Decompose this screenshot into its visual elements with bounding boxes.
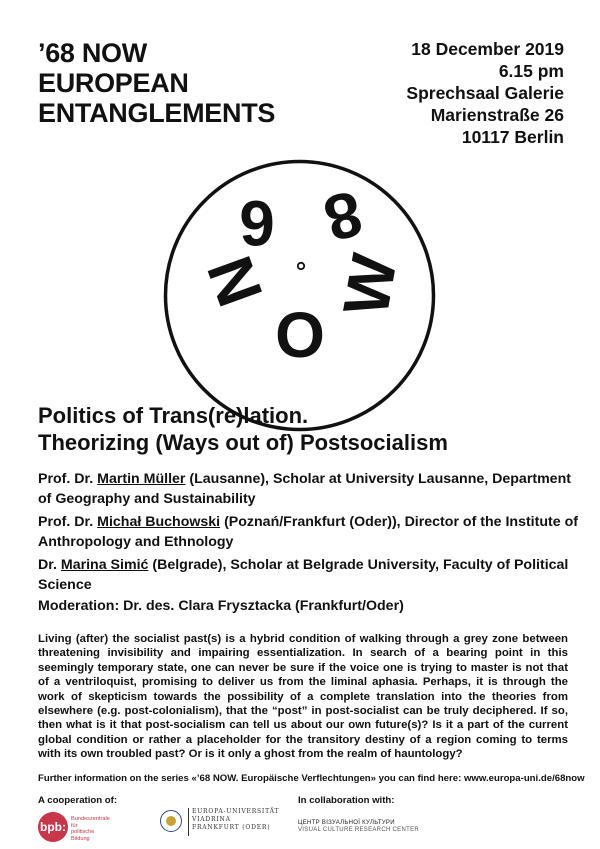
logo-glyph-w: W <box>329 249 411 322</box>
speaker-affiliation: (Belgrade), Scholar at Belgrade University, Faculty of Political Science <box>38 557 569 593</box>
logo-center-dot <box>298 263 304 269</box>
series-title-line-2: EUROPEAN <box>38 68 189 98</box>
series-title <box>38 38 338 128</box>
speaker-title: Prof. Dr. <box>38 471 98 487</box>
cooperation-label: A cooperation of: <box>38 795 118 806</box>
logo-glyph-6: 6 <box>239 187 275 260</box>
further-info: Further information on the series «’68 NOW. Europäische Verflechtungen» you can find here: www.europa-uni.de/68now <box>38 773 585 784</box>
talk-title <box>38 402 568 456</box>
abstract-text: Living (after) the socialist past(s) is a hybrid condition of walking through a grey zone between threatening invisibility and impairing essentialization. In search of a bearing point in this seemingly temporary state, one can never be sure if the voice one is trying to master is not that of a ventriloquist, promising to deliver us from the liminal aphasia. Perhaps, it is through the work of skepticism towards the possibility of a complete translation into the theories from elsewhere (e.g. post-colonialism), that the “post” in post-socialist can be truly deciphered. If so, then what is it that post-socialism can tell us about our own future(s)? Is it a part of the current global condition or rather a placeholder for the transitory destiny of a region coming to terms with its own troubled past? Or is it only a ghost from the realm of hauntology? <box>38 633 568 761</box>
speaker-item <box>38 556 578 595</box>
viadrina-logo <box>160 808 300 844</box>
event-street: Marienstraße 26 <box>430 105 564 125</box>
speaker-item <box>38 513 578 552</box>
logo-glyph-n: N <box>193 247 277 316</box>
bpb-mark: bpb: <box>38 812 68 842</box>
speaker-affiliation: (Lausanne), Scholar at University Lausanne, Department of Geography and Sustainability <box>38 471 571 507</box>
event-venue: Sprechsaal Galerie <box>406 83 564 103</box>
viadrina-text-line-1: EUROPA-UNIVERSITÄT <box>192 808 280 815</box>
series-title-line-1: ’68 NOW <box>38 38 147 68</box>
vcrc-text-line-1: ЦЕНТР ВІЗУАЛЬНОЇ КУЛЬТУРИ <box>298 820 395 826</box>
event-info <box>406 38 564 148</box>
logo-glyph-o: O <box>275 298 325 371</box>
bpb-text-line-1: Bundeszentrale für <box>71 816 110 829</box>
speaker-name: Michał Buchowski <box>97 514 221 530</box>
talk-title-line-1: Politics of Trans(re)lation. <box>38 403 309 428</box>
viadrina-divider <box>188 808 189 836</box>
speaker-list <box>38 470 578 599</box>
bpb-text <box>71 816 110 842</box>
bpb-text-line-2: politische Bildung <box>71 829 95 842</box>
speaker-name: Martin Müller <box>97 471 186 487</box>
vcrc-text-line-2: VISUAL CULTURE RESEARCH CENTER <box>298 827 420 833</box>
logo-glyph-8: 8 <box>316 176 370 256</box>
viadrina-text <box>192 808 279 832</box>
moderation-line: Moderation: Dr. des. Clara Frysztacka (Frankfurt/Oder) <box>38 598 404 614</box>
university-seal-icon <box>160 810 182 832</box>
talk-title-line-2: Theorizing (Ways out of) Postsocialism <box>38 430 448 455</box>
event-date: 18 December 2019 <box>411 39 564 59</box>
speaker-title: Dr. <box>38 557 61 573</box>
speaker-affiliation: (Poznań/Frankfurt (Oder)), Director of the Institute of Anthropology and Ethnology <box>38 514 578 550</box>
viadrina-text-line-3: FRANKFURT (ODER) <box>192 824 271 831</box>
68-now-circle-logo <box>162 158 437 433</box>
vcrc-logo <box>298 820 498 833</box>
speaker-name: Marina Simić <box>60 557 149 573</box>
speaker-title: Prof. Dr. <box>38 514 98 530</box>
event-city: 10117 Berlin <box>461 127 564 147</box>
collaboration-label: In collaboration with: <box>298 795 395 806</box>
viadrina-text-line-2: VIADRINA <box>192 816 231 823</box>
event-time: 6.15 pm <box>498 61 564 81</box>
speaker-item <box>38 470 578 509</box>
bpb-logo <box>38 810 108 846</box>
series-title-line-3: ENTANGLEMENTS <box>38 98 276 128</box>
